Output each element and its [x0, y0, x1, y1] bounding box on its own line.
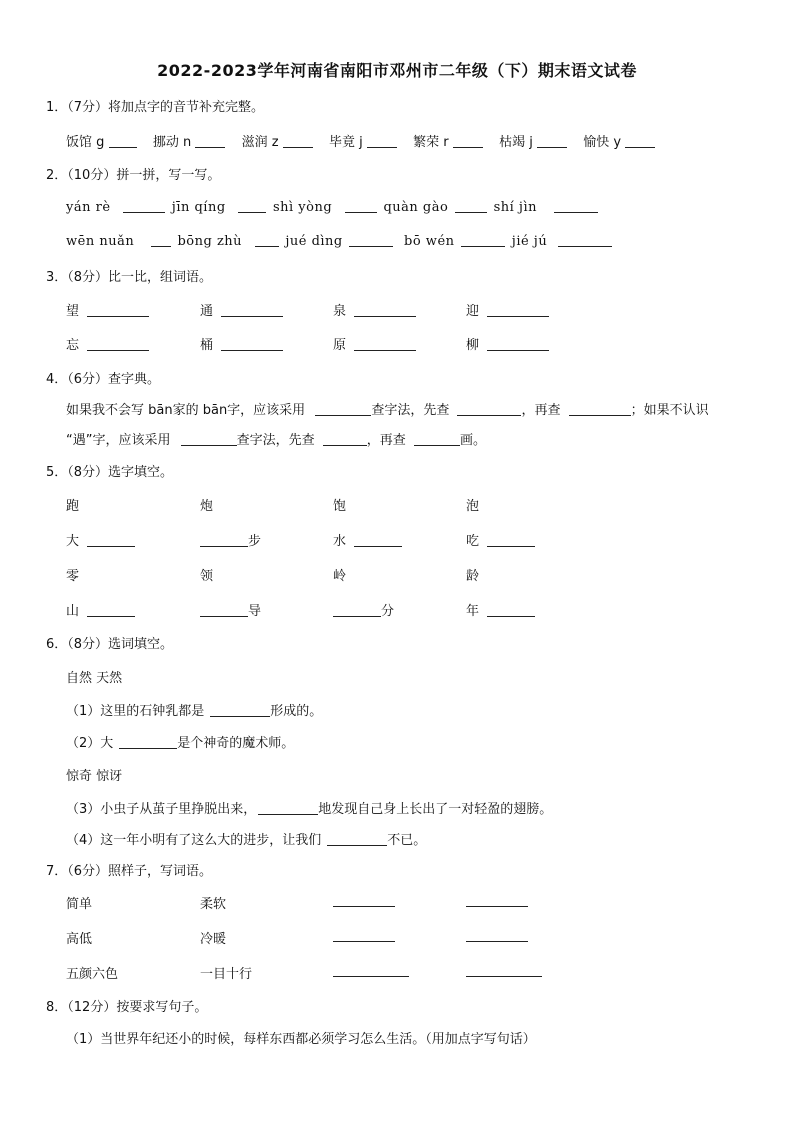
- q7-blank-cell: [333, 963, 409, 979]
- answer-blank[interactable]: [238, 199, 266, 213]
- q1-item: 繁荣 r: [413, 135, 449, 150]
- q6-text: 是个神奇的魔术师。: [177, 736, 295, 751]
- answer-blank[interactable]: [487, 603, 535, 617]
- q7-blank-cell: [466, 928, 528, 944]
- q4-line-1: [66, 399, 709, 418]
- q4-text: ，再查: [366, 433, 406, 448]
- answer-blank[interactable]: [200, 533, 248, 547]
- answer-blank[interactable]: [109, 134, 137, 148]
- answer-blank[interactable]: [461, 233, 505, 247]
- q5-fill-post: 步: [248, 534, 262, 549]
- answer-blank[interactable]: [487, 337, 549, 351]
- answer-blank[interactable]: [221, 337, 283, 351]
- answer-blank[interactable]: [181, 432, 237, 446]
- q5-fill-pre: 山: [66, 604, 80, 619]
- answer-blank[interactable]: [349, 233, 393, 247]
- q1-item: 饭馆 g: [66, 135, 105, 150]
- q3-cell: [333, 334, 416, 353]
- answer-blank[interactable]: [466, 963, 542, 977]
- q5-char: 跑: [66, 499, 80, 514]
- q1-item: 愉快 y: [583, 135, 622, 150]
- answer-blank[interactable]: [487, 303, 549, 317]
- pinyin-row-2: [66, 233, 612, 249]
- answer-blank[interactable]: [87, 603, 135, 617]
- answer-blank[interactable]: [119, 735, 177, 749]
- q5-fill: [333, 530, 402, 549]
- q5-fill: [466, 530, 535, 549]
- q5-fill: [333, 600, 394, 619]
- q4-text: 查字法，先查: [236, 433, 315, 448]
- answer-blank[interactable]: [315, 402, 371, 416]
- answer-blank[interactable]: [354, 337, 416, 351]
- q6-sentence-3: [66, 798, 552, 817]
- q7-example: 柔软: [200, 897, 227, 912]
- q3-char: 望: [66, 304, 80, 319]
- page-title: 2022-2023学年河南省南阳市邓州市二年级（下）期末语文试卷: [157, 61, 637, 80]
- pinyin-item: shí jìn: [493, 200, 537, 215]
- answer-blank[interactable]: [327, 832, 387, 846]
- q3-cell: [466, 300, 549, 319]
- question-5-heading: 5．（8分）选字填空。: [46, 465, 174, 480]
- question-4-heading: 4．（6分）查字典。: [46, 372, 161, 387]
- q5-fill: [466, 600, 535, 619]
- q7-example: 五颜六色: [66, 967, 119, 982]
- q3-cell: [466, 334, 549, 353]
- question-1-items: [66, 131, 655, 150]
- q3-char: 通: [200, 304, 214, 319]
- q5-char: 饱: [333, 499, 347, 514]
- q7-example: 简单: [66, 897, 93, 912]
- answer-blank[interactable]: [558, 233, 612, 247]
- q3-char: 泉: [333, 304, 347, 319]
- q1-item: 挪动 n: [152, 135, 192, 150]
- answer-blank[interactable]: [466, 928, 528, 942]
- q5-char: 泡: [466, 499, 480, 514]
- q5-fill-post: 导: [248, 604, 262, 619]
- question-2-heading: 2．（10分）拼一拼，写一写。: [46, 168, 221, 183]
- q3-char: 原: [333, 338, 347, 353]
- q6-word-options: 自然 天然: [66, 671, 123, 686]
- answer-blank[interactable]: [625, 134, 655, 148]
- answer-blank[interactable]: [457, 402, 521, 416]
- answer-blank[interactable]: [200, 603, 248, 617]
- q5-fill: [66, 600, 135, 619]
- q8-sentence-1: （1）当世界年纪还小的时候，每样东西都必须学习怎么生活。（用加点字写句话）: [66, 1032, 536, 1047]
- question-6-heading: 6．（8分）选词填空。: [46, 637, 174, 652]
- question-1-heading: 1．（7分）将加点字的音节补充完整。: [46, 100, 265, 115]
- q7-example: 高低: [66, 932, 93, 947]
- pinyin-item: jué dìng: [285, 234, 343, 249]
- q4-text: ，再查: [521, 403, 561, 418]
- pinyin-item: shì yòng: [272, 200, 333, 215]
- q5-char: 龄: [466, 569, 480, 584]
- q5-fill-pre: 水: [333, 534, 347, 549]
- answer-blank[interactable]: [354, 303, 416, 317]
- q5-fill-pre: 吃: [466, 534, 480, 549]
- answer-blank[interactable]: [345, 199, 377, 213]
- q5-fill-pre: 大: [66, 534, 80, 549]
- q4-text: 画。: [459, 433, 486, 448]
- question-3-heading: 3．（8分）比一比，组词语。: [46, 270, 213, 285]
- q3-char: 柳: [466, 338, 480, 353]
- answer-blank[interactable]: [210, 703, 270, 717]
- answer-blank[interactable]: [195, 134, 225, 148]
- q3-cell: [333, 300, 416, 319]
- pinyin-item: jīn qíng: [171, 200, 226, 215]
- pinyin-item: wēn nuǎn: [66, 234, 135, 249]
- answer-blank[interactable]: [354, 533, 402, 547]
- q6-sentence-4: [66, 829, 426, 848]
- answer-blank[interactable]: [569, 402, 631, 416]
- q1-item: 枯竭 j: [499, 135, 533, 150]
- q6-text: （3）小虫子从茧子里挣脱出来，: [66, 802, 257, 817]
- answer-blank[interactable]: [466, 893, 528, 907]
- pinyin-row-1: [66, 199, 598, 215]
- question-7-heading: 7．（6分）照样子，写词语。: [46, 864, 213, 879]
- q3-cell: [200, 300, 283, 319]
- q3-char: 桶: [200, 338, 214, 353]
- pinyin-item: bō wén: [404, 234, 455, 249]
- answer-blank[interactable]: [258, 801, 318, 815]
- answer-blank[interactable]: [323, 432, 367, 446]
- q6-text: 地发现自己身上长出了一对轻盈的翅膀。: [318, 802, 553, 817]
- answer-blank[interactable]: [414, 432, 460, 446]
- q4-text: 如果我不会写 bān家的 bān字，应该采用: [66, 403, 306, 418]
- answer-blank[interactable]: [554, 199, 598, 213]
- q7-example: 冷暖: [200, 932, 227, 947]
- answer-blank[interactable]: [453, 134, 483, 148]
- q3-cell: [200, 334, 283, 353]
- q6-text: （1）这里的石钟乳都是: [66, 704, 205, 719]
- q5-fill-post: 分: [381, 604, 395, 619]
- q6-text: 不已。: [387, 833, 427, 848]
- pinyin-item: yán rè: [66, 200, 111, 215]
- q6-text: （2）大: [66, 736, 114, 751]
- q5-fill: [66, 530, 135, 549]
- answer-blank[interactable]: [123, 199, 165, 213]
- q3-cell: [66, 300, 149, 319]
- answer-blank[interactable]: [487, 533, 535, 547]
- answer-blank[interactable]: [537, 134, 567, 148]
- q7-blank-cell: [333, 928, 395, 944]
- pinyin-item: bōng zhù: [177, 234, 243, 249]
- q5-fill: [200, 530, 261, 549]
- q1-item: 毕竟 j: [329, 135, 363, 150]
- answer-blank[interactable]: [151, 233, 171, 247]
- q5-char: 领: [200, 569, 214, 584]
- answer-blank[interactable]: [87, 337, 149, 351]
- q3-cell: [66, 334, 149, 353]
- q6-sentence-1: [66, 700, 322, 719]
- answer-blank[interactable]: [333, 928, 395, 942]
- answer-blank[interactable]: [333, 893, 395, 907]
- q7-blank-cell: [333, 893, 395, 909]
- answer-blank[interactable]: [255, 233, 279, 247]
- q4-text: “遇”字，应该采用: [66, 433, 171, 448]
- q6-word-options: 惊奇 惊讶: [66, 769, 123, 784]
- q7-blank-cell: [466, 963, 542, 979]
- q1-item: 滋润 z: [241, 135, 279, 150]
- q5-char: 零: [66, 569, 80, 584]
- q5-fill: [200, 600, 261, 619]
- q5-fill-pre: 年: [466, 604, 480, 619]
- q3-char: 忘: [66, 338, 80, 353]
- pinyin-item: jié jú: [511, 234, 548, 249]
- pinyin-item: quàn gào: [383, 200, 449, 215]
- q3-char: 迎: [466, 304, 480, 319]
- q4-text: ；如果不认识: [630, 403, 709, 418]
- question-8-heading: 8．（12分）按要求写句子。: [46, 1000, 208, 1015]
- answer-blank[interactable]: [333, 603, 381, 617]
- q4-line-2: [66, 429, 486, 448]
- q7-blank-cell: [466, 893, 528, 909]
- q7-example: 一目十行: [200, 967, 253, 982]
- answer-blank[interactable]: [333, 963, 409, 977]
- answer-blank[interactable]: [455, 199, 487, 213]
- answer-blank[interactable]: [87, 533, 135, 547]
- answer-blank[interactable]: [87, 303, 149, 317]
- answer-blank[interactable]: [283, 134, 313, 148]
- answer-blank[interactable]: [367, 134, 397, 148]
- q5-char: 炮: [200, 499, 214, 514]
- answer-blank[interactable]: [221, 303, 283, 317]
- q6-sentence-2: [66, 732, 294, 751]
- q6-text: 形成的。: [270, 704, 323, 719]
- q4-text: 查字法，先查: [371, 403, 450, 418]
- q6-text: （4）这一年小明有了这么大的进步，让我们: [66, 833, 322, 848]
- q5-char: 岭: [333, 569, 347, 584]
